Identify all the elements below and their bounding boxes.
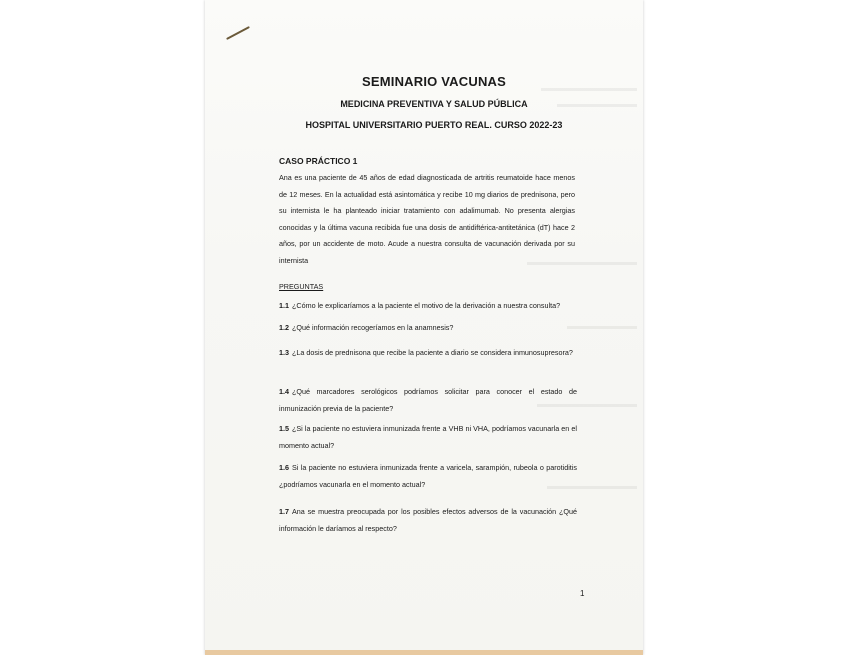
question-number: 1.5 bbox=[279, 424, 289, 433]
question-text: ¿Si la paciente no estuviera inmunizada frente a VHB ni VHA, podríamos vacunarla en el momento actual? bbox=[279, 424, 577, 450]
question-number: 1.4 bbox=[279, 387, 289, 396]
question-number: 1.6 bbox=[279, 463, 289, 472]
case-heading: CASO PRÁCTICO 1 bbox=[279, 156, 358, 166]
question-number: 1.1 bbox=[279, 301, 289, 310]
question-text: ¿Qué marcadores serológicos podríamos solicitar para conocer el estado de inmunización previa de la paciente? bbox=[279, 387, 577, 413]
question-text: Si la paciente no estuviera inmunizada frente a varicela, sarampión, rubeola o parotiditis ¿podríamos vacunarla en el momento actual? bbox=[279, 463, 577, 489]
question-number: 1.7 bbox=[279, 507, 289, 516]
question-number: 1.2 bbox=[279, 323, 289, 332]
paper-sheet bbox=[205, 0, 643, 655]
table-surface bbox=[205, 650, 643, 655]
pen-mark bbox=[226, 26, 250, 40]
question-item bbox=[279, 319, 577, 336]
question-item bbox=[279, 383, 577, 417]
page-number: 1 bbox=[580, 589, 585, 598]
case-description: Ana es una paciente de 45 años de edad diagnosticada de artritis reumatoide hace menos de 12 meses. En la actualidad está asintomática y recibe 10 mg diarios de prednisona, pero su internista le ha planteado iniciar tratamiento con adalimumab. No presenta alergias conocidas y la última vacuna recibida fue una dosis de antidiftérica-antitetánica (dT) hace 2 años, por un accidente de moto. Acude a nuestra consulta de vacunación derivada por su internista bbox=[279, 173, 575, 265]
question-item bbox=[279, 344, 577, 361]
question-text: ¿Cómo le explicaríamos a la paciente el motivo de la derivación a nuestra consulta? bbox=[292, 301, 561, 310]
document-subtitle-hospital: HOSPITAL UNIVERSITARIO PUERTO REAL. CURSO 2022-23 bbox=[305, 120, 563, 130]
questions-heading: PREGUNTAS bbox=[279, 282, 324, 291]
question-item bbox=[279, 503, 577, 537]
question-item bbox=[279, 297, 577, 314]
question-number: 1.3 bbox=[279, 348, 289, 357]
document-subtitle-department: MEDICINA PREVENTIVA Y SALUD PÚBLICA bbox=[340, 99, 528, 109]
document-title: SEMINARIO VACUNAS bbox=[361, 74, 506, 89]
question-text: ¿Qué información recogeríamos en la anamnesis? bbox=[292, 323, 454, 332]
question-text: Ana se muestra preocupada por los posibles efectos adversos de la vacunación ¿Qué información le daríamos al respecto? bbox=[279, 507, 577, 533]
show-through-line bbox=[567, 326, 637, 329]
question-item bbox=[279, 459, 577, 493]
question-item bbox=[279, 420, 577, 454]
question-text: ¿La dosis de prednisona que recibe la paciente a diario se considera inmunosupresora? bbox=[292, 348, 573, 357]
